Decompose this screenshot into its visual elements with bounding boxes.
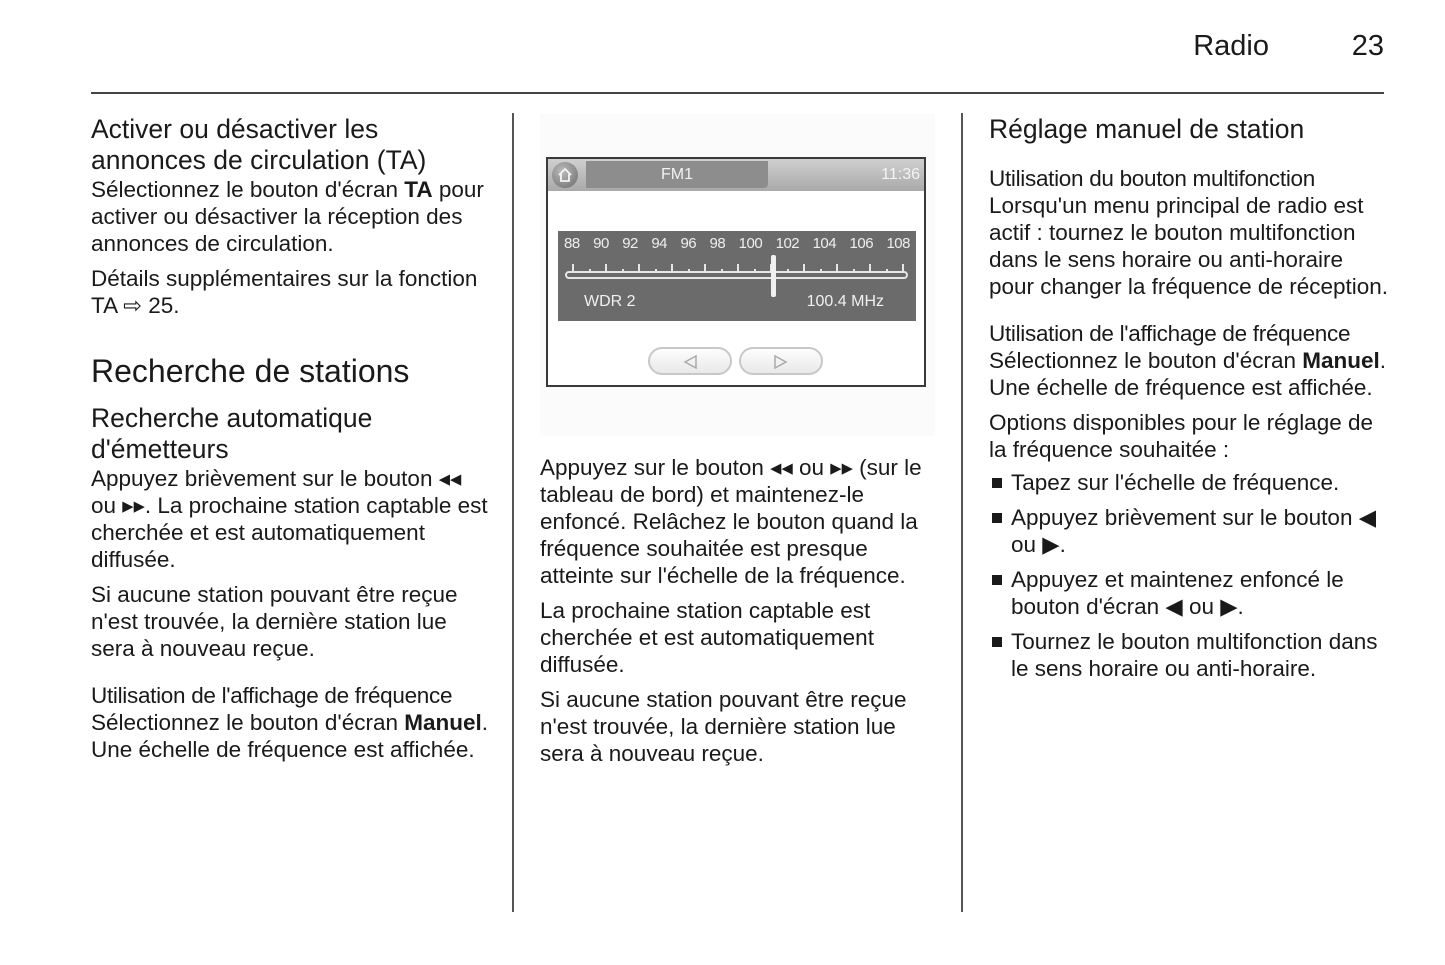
- list-item-text: Tournez le bouton multifonction dans le sens horaire ou anti-horaire.: [1011, 629, 1378, 681]
- text: . Une échelle de fréquence est affichée.: [989, 348, 1387, 400]
- frequency-display-paragraph: [91, 709, 491, 763]
- options-list: [989, 469, 1389, 682]
- auto-search-paragraph: Appuyez brièvement sur le bouton ◂◂ ou ▸▸. La prochaine station captable est cherchée et est automatiquement diffusée.: [91, 466, 488, 572]
- options-intro: Options disponibles pour le réglage de la fréquence souhaitée :: [989, 410, 1374, 462]
- page-reference-arrow-icon: ⇨: [123, 293, 142, 318]
- scale-label: 102: [775, 235, 800, 252]
- seek-hold-paragraph: Appuyez sur le bouton ◂◂ ou ▸▸ (sur le tableau de bord) et maintenez-le enfoncé. Relâchez le bouton quand la fréquence souhaitée est presque atteinte sur l'échelle de la fréquence.: [540, 455, 922, 588]
- scale-label: 108: [886, 235, 910, 252]
- frequency-display-heading: Utilisation de l'affichage de fréquence: [91, 683, 453, 708]
- station-name: WDR 2: [584, 293, 636, 310]
- triangle-left-icon: [682, 354, 698, 370]
- status-bar: [548, 159, 924, 191]
- scale-label: 88: [564, 235, 580, 252]
- scale-labels: [564, 235, 910, 255]
- bullet-square-icon: [992, 575, 1002, 585]
- seek-forward-button[interactable]: [739, 347, 823, 375]
- ta-button-label: TA: [404, 177, 433, 202]
- column-divider: [961, 113, 963, 912]
- page-header: [91, 28, 1384, 94]
- text: pour activer ou désactiver la réception des annonces de circulation.: [91, 177, 484, 256]
- page-reference-link[interactable]: 25.: [141, 293, 180, 318]
- list-item: [989, 469, 1389, 496]
- frequency-display-paragraph: [989, 347, 1389, 401]
- search-heading: Recherche de stations: [91, 353, 410, 389]
- radio-display: [546, 157, 926, 387]
- text: Sélectionnez le bouton d'écran: [989, 348, 1303, 373]
- list-item-text: Tapez sur l'échelle de fréquence.: [1011, 470, 1340, 495]
- scale-label: 106: [849, 235, 874, 252]
- no-station-paragraph: Si aucune station pouvant être reçue n'est trouvée, la dernière station lue sera à nouveau reçue.: [540, 687, 907, 766]
- multifunction-paragraph: Lorsqu'un menu principal de radio est actif : tournez le bouton multifonction dans le sens horaire ou anti-horaire pour changer la fréquence de réception.: [989, 193, 1389, 299]
- clock: 11:36: [881, 166, 920, 183]
- home-icon: [557, 167, 573, 183]
- no-station-paragraph: Si aucune station pouvant être reçue n'est trouvée, la dernière station lue sera à nouveau reçue.: [91, 582, 458, 661]
- list-item-text: Appuyez brièvement sur le bouton ◀ ou ▶.: [1011, 505, 1377, 557]
- bullet-square-icon: [992, 478, 1002, 488]
- scale-label: 96: [680, 235, 697, 252]
- ta-details-paragraph: [91, 265, 491, 319]
- triangle-right-icon: [773, 354, 789, 370]
- section-title: Radio: [1193, 30, 1269, 62]
- column-divider: [512, 113, 514, 912]
- multifunction-heading: Utilisation du bouton multifonction: [989, 166, 1315, 191]
- frequency-display-heading: Utilisation de l'affichage de fréquence: [989, 321, 1351, 346]
- list-item: [989, 504, 1389, 558]
- band-label[interactable]: FM1: [586, 161, 768, 188]
- text: Sélectionnez le bouton d'écran: [91, 177, 405, 202]
- auto-search-heading: Recherche automatique d'émetteurs: [91, 403, 373, 464]
- middle-column: [540, 454, 940, 767]
- ta-heading: Activer ou désactiver les annonces de circulation (TA): [91, 114, 427, 175]
- bullet-square-icon: [992, 637, 1002, 647]
- frequency-scale[interactable]: [558, 231, 916, 321]
- scale-label: 104: [812, 235, 837, 252]
- list-item-text: Appuyez et maintenez enfoncé le bouton d'écran ◀ ou ▶.: [1011, 567, 1344, 619]
- scale-label: 90: [593, 235, 609, 252]
- scale-track: [565, 271, 908, 279]
- scale-label: 98: [709, 235, 726, 252]
- manual-button-label: Manuel: [404, 710, 482, 735]
- next-station-paragraph: La prochaine station captable est cherchée et est automatiquement diffusée.: [540, 598, 874, 677]
- station-frequency: 100.4 MHz: [806, 293, 884, 310]
- scale-label: 94: [651, 235, 668, 252]
- bullet-square-icon: [992, 513, 1002, 523]
- manual-button-label: Manuel: [1302, 348, 1380, 373]
- scale-label: 92: [622, 235, 638, 252]
- left-column: [91, 114, 491, 763]
- list-item: [989, 566, 1389, 620]
- text: . Une échelle de fréquence est affichée.: [91, 710, 489, 762]
- scale-label: 100: [738, 235, 763, 252]
- list-item: [989, 628, 1389, 682]
- home-button[interactable]: [552, 162, 578, 188]
- page-number: 23: [1351, 30, 1384, 62]
- seek-back-button[interactable]: [648, 347, 732, 375]
- radio-screen-figure: [540, 114, 935, 436]
- ta-paragraph: [91, 176, 491, 257]
- text: Détails supplémentaires sur la fonction TA: [91, 266, 478, 318]
- manual-tuning-heading: Réglage manuel de station: [989, 114, 1305, 144]
- text: Sélectionnez le bouton d'écran: [91, 710, 405, 735]
- frequency-needle[interactable]: [771, 255, 776, 297]
- right-column: [989, 114, 1389, 690]
